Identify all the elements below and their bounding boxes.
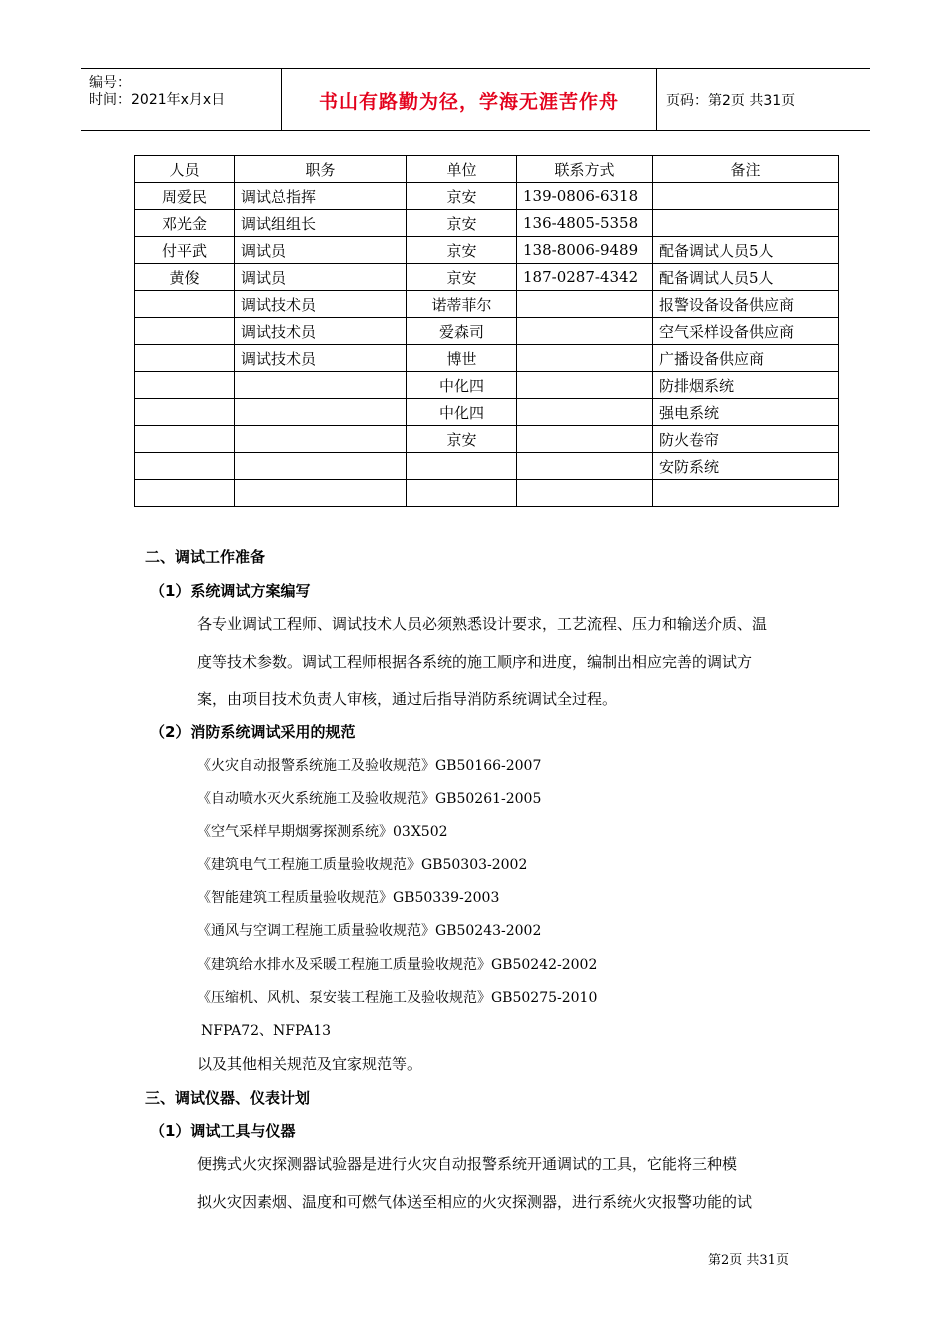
table-header-row <box>135 156 839 183</box>
staff-table <box>134 155 839 507</box>
page-footer-number: 第2页 共31页 <box>708 1253 789 1268</box>
standard-item: NFPA72、NFPA13 <box>201 1023 332 1039</box>
standard-item: 《建筑给水排水及采暖工程施工质量验收规范》GB50242-2002 <box>197 957 598 973</box>
cell-contact <box>517 399 653 426</box>
cell-remark <box>653 480 839 507</box>
cell-contact <box>517 453 653 480</box>
cell-role: 调试技术员 <box>235 291 407 318</box>
cell-unit: 京安 <box>407 210 517 237</box>
section2-sub2-title: （2）消防系统调试采用的规范 <box>150 723 356 741</box>
col-header-role: 职务 <box>235 156 407 183</box>
cell-person <box>135 372 235 399</box>
section2-paragraph-line: 度等技术参数。调试工程师根据各系统的施工顺序和进度，编制出相应完善的调试方 <box>197 653 753 671</box>
section2-paragraph-line: 案，由项目技术负责人审核，通过后指导消防系统调试全过程。 <box>197 690 618 708</box>
cell-contact <box>517 480 653 507</box>
standard-item: 《建筑电气工程施工质量验收规范》GB50303-2002 <box>197 857 528 873</box>
table-row <box>135 372 839 399</box>
cell-contact <box>517 426 653 453</box>
cell-role: 调试员 <box>235 237 407 264</box>
cell-role: 调试组组长 <box>235 210 407 237</box>
cell-unit: 诺蒂菲尔 <box>407 291 517 318</box>
cell-remark: 广播设备供应商 <box>653 345 839 372</box>
cell-unit: 京安 <box>407 237 517 264</box>
header-page-label: 页码：第2页 共31页 <box>666 93 796 109</box>
col-header-person: 人员 <box>135 156 235 183</box>
cell-person <box>135 318 235 345</box>
cell-remark: 空气采样设备供应商 <box>653 318 839 345</box>
cell-person: 周爱民 <box>135 183 235 210</box>
cell-contact: 138-8006-9489 <box>517 237 653 264</box>
header-motto-cell <box>281 69 657 130</box>
standard-item: 《空气采样早期烟雾探测系统》03X502 <box>197 824 448 840</box>
section3-sub1-title: （1）调试工具与仪器 <box>150 1122 296 1140</box>
table-row <box>135 480 839 507</box>
table-row <box>135 399 839 426</box>
cell-unit <box>407 480 517 507</box>
cell-person: 付平武 <box>135 237 235 264</box>
cell-role <box>235 426 407 453</box>
cell-unit: 博世 <box>407 345 517 372</box>
section2-title: 二、调试工作准备 <box>145 548 266 566</box>
cell-contact <box>517 345 653 372</box>
cell-role <box>235 372 407 399</box>
cell-remark: 报警设备设备供应商 <box>653 291 839 318</box>
cell-role: 调试技术员 <box>235 345 407 372</box>
cell-contact: 136-4805-5358 <box>517 210 653 237</box>
table-row <box>135 264 839 291</box>
section2-paragraph-line: 各专业调试工程师、调试技术人员必须熟悉设计要求，工艺流程、压力和输送介质、温 <box>197 615 768 633</box>
header-info-cell <box>81 69 281 130</box>
cell-role <box>235 480 407 507</box>
cell-remark: 配备调试人员5人 <box>653 264 839 291</box>
table-row <box>135 318 839 345</box>
cell-contact: 139-0806-6318 <box>517 183 653 210</box>
cell-remark <box>653 210 839 237</box>
section2-sub1-title: （1）系统调试方案编写 <box>150 582 311 600</box>
col-header-unit: 单位 <box>407 156 517 183</box>
header-page-cell <box>656 69 870 130</box>
section3-paragraph-line: 便携式火灾探测器试验器是进行火灾自动报警系统开通调试的工具，它能将三种模 <box>197 1155 738 1173</box>
section3-paragraph-line: 拟火灾因素烟、温度和可燃气体送至相应的火灾探测器，进行系统火灾报警功能的试 <box>197 1193 753 1211</box>
cell-unit: 中化四 <box>407 372 517 399</box>
cell-contact <box>517 318 653 345</box>
cell-role <box>235 453 407 480</box>
table-row <box>135 210 839 237</box>
header-motto: 书山有路勤为径，学海无涯苦作舟 <box>318 91 619 113</box>
cell-remark: 防排烟系统 <box>653 372 839 399</box>
cell-role: 调试员 <box>235 264 407 291</box>
table-row <box>135 453 839 480</box>
cell-remark: 配备调试人员5人 <box>653 237 839 264</box>
cell-role: 调试总指挥 <box>235 183 407 210</box>
cell-person <box>135 453 235 480</box>
cell-contact <box>517 372 653 399</box>
header-date-label: 时间：2021年x月x日 <box>89 92 226 108</box>
cell-contact: 187-0287-4342 <box>517 264 653 291</box>
cell-person <box>135 480 235 507</box>
header-number-label: 编号： <box>89 75 131 91</box>
col-header-remark: 备注 <box>653 156 839 183</box>
cell-unit: 爱森司 <box>407 318 517 345</box>
standard-item: 《火灾自动报警系统施工及验收规范》GB50166-2007 <box>197 758 542 774</box>
cell-unit: 京安 <box>407 183 517 210</box>
col-header-contact: 联系方式 <box>517 156 653 183</box>
standard-item: 《通风与空调工程施工质量验收规范》GB50243-2002 <box>197 923 542 939</box>
cell-person: 邓光金 <box>135 210 235 237</box>
section3-title: 三、调试仪器、仪表计划 <box>145 1089 311 1107</box>
page-header <box>81 68 870 131</box>
cell-unit: 京安 <box>407 426 517 453</box>
cell-remark: 安防系统 <box>653 453 839 480</box>
cell-person <box>135 399 235 426</box>
cell-remark: 防火卷帘 <box>653 426 839 453</box>
cell-unit: 中化四 <box>407 399 517 426</box>
cell-role <box>235 399 407 426</box>
table-row <box>135 426 839 453</box>
cell-person: 黄俊 <box>135 264 235 291</box>
standard-item: 《智能建筑工程质量验收规范》GB50339-2003 <box>197 890 500 906</box>
standard-item: 《压缩机、风机、泵安装工程施工及验收规范》GB50275-2010 <box>197 990 598 1006</box>
cell-remark <box>653 183 839 210</box>
table-row <box>135 345 839 372</box>
standard-item: 《自动喷水灭火系统施工及验收规范》GB50261-2005 <box>197 791 542 807</box>
cell-unit: 京安 <box>407 264 517 291</box>
cell-unit <box>407 453 517 480</box>
cell-role: 调试技术员 <box>235 318 407 345</box>
cell-remark: 强电系统 <box>653 399 839 426</box>
table-row <box>135 291 839 318</box>
standard-item: 以及其他相关规范及宜家规范等。 <box>197 1055 423 1073</box>
cell-person <box>135 426 235 453</box>
cell-person <box>135 291 235 318</box>
cell-contact <box>517 291 653 318</box>
table-row <box>135 237 839 264</box>
table-row <box>135 183 839 210</box>
cell-person <box>135 345 235 372</box>
